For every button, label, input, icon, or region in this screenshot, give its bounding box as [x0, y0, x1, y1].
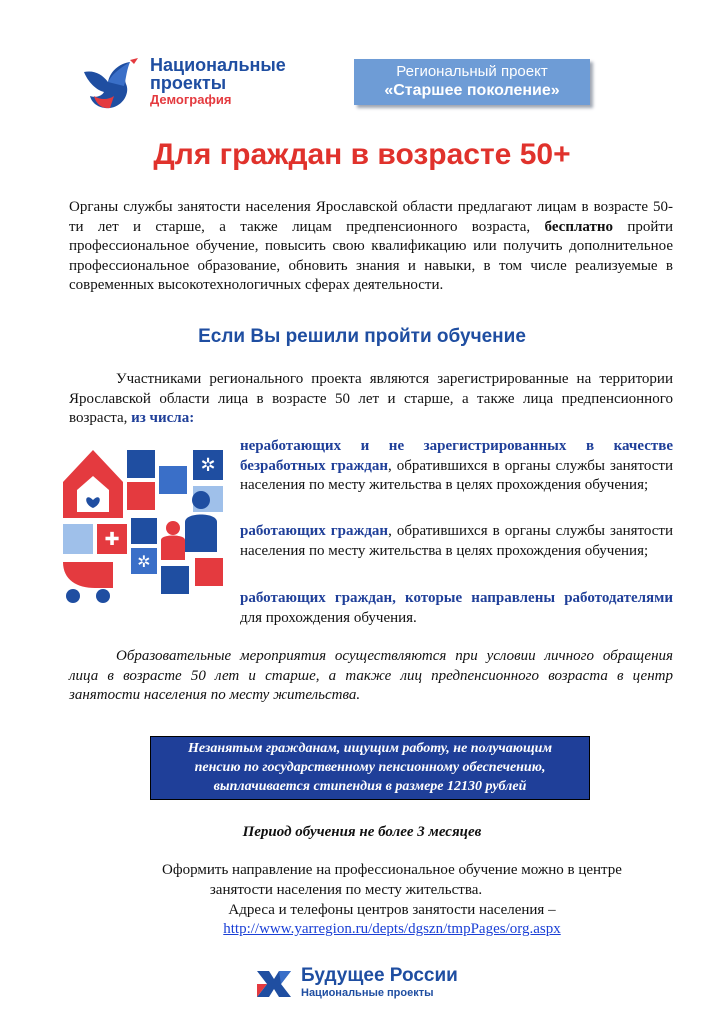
svg-text:✲: ✲	[200, 455, 216, 476]
regional-project-label: Региональный проект	[396, 63, 548, 80]
stipend-line-2: пенсию по государственному пенсионному обеспечению,	[194, 760, 546, 775]
participants-highlight: из числа:	[131, 410, 195, 427]
logo-line-2: проекты	[150, 73, 227, 93]
free-highlight: бесплатно	[544, 218, 613, 235]
training-period: Период обучения не более 3 месяцев	[242, 824, 482, 840]
stipend-box	[150, 736, 590, 800]
national-projects-logo	[80, 52, 320, 114]
stipend-line-1: Незанятым гражданам, ищущим работу, не получающим	[187, 741, 553, 756]
future-of-russia-logo	[253, 965, 483, 1003]
contact-line-1: Оформить направление на профессиональное обучение можно в центре	[162, 862, 622, 878]
intro-paragraph: Органы службы занятости населения Ярославской области предлагают лицам в возрасте 50-ти лет и старше, а также лицам предпенсионного возраста, бесплатно пройти профессиональное обучение, повысить свою квалификацию или получить дополнительное профессиональное образование, обновить знания и навыки, в том числе реализуемые в современных высокотехнологичных сферах деятельности.	[69, 199, 673, 294]
logo-line-1: Национальные	[150, 55, 286, 75]
footer-logo-line-1: Будущее России	[301, 965, 458, 986]
bird-logo-icon	[80, 52, 146, 114]
list-item: работающих граждан, которые направлены работодателями для прохождения обучения.	[240, 590, 673, 626]
stipend-line-3: выплачивается стипендия в размере 12130 рублей	[213, 779, 527, 794]
section-subtitle: Если Вы решили пройти обучение	[198, 326, 526, 347]
svg-text:✲: ✲	[137, 552, 151, 571]
logo-line-3: Демография	[150, 92, 232, 107]
family-illustration	[55, 442, 231, 607]
regional-project-name: «Старшее поколение»	[384, 82, 560, 99]
condition-paragraph: Образовательные мероприятия осуществляются при условии личного обращения лица в возрасте 50 лет и старше, а также лиц предпенсионного возраста в центр занятости населения по месту жительства.	[69, 648, 673, 704]
contact-line-2: занятости населения по месту жительства.	[209, 882, 483, 898]
cross-logo-icon	[253, 967, 295, 1001]
list-item: неработающих и не зарегистрированных в качестве безработных граждан, обратившихся в органы службы занятости населения по месту жительства в целях прохождения обучения;	[240, 438, 673, 494]
list-item: работающих граждан, обратившихся в органы службы занятости населения по месту жительства в целях прохождения обучения;	[240, 523, 673, 559]
regional-project-badge	[354, 59, 590, 105]
footer-logo-line-2: Национальные проекты	[301, 987, 434, 999]
contact-line-3: Адреса и телефоны центров занятости населения –	[228, 902, 556, 918]
svg-text:✚: ✚	[104, 529, 120, 550]
page-title: Для граждан в возрасте 50+	[153, 138, 571, 171]
employment-centers-link[interactable]: http://www.yarregion.ru/depts/dgszn/tmpPages/org.aspx	[223, 921, 561, 937]
participants-paragraph: Участниками регионального проекта являются зарегистрированные на территории Ярославской области лица в возрасте 50 лет и старше, а также лица предпенсионного возраста, из числа:	[69, 371, 673, 427]
